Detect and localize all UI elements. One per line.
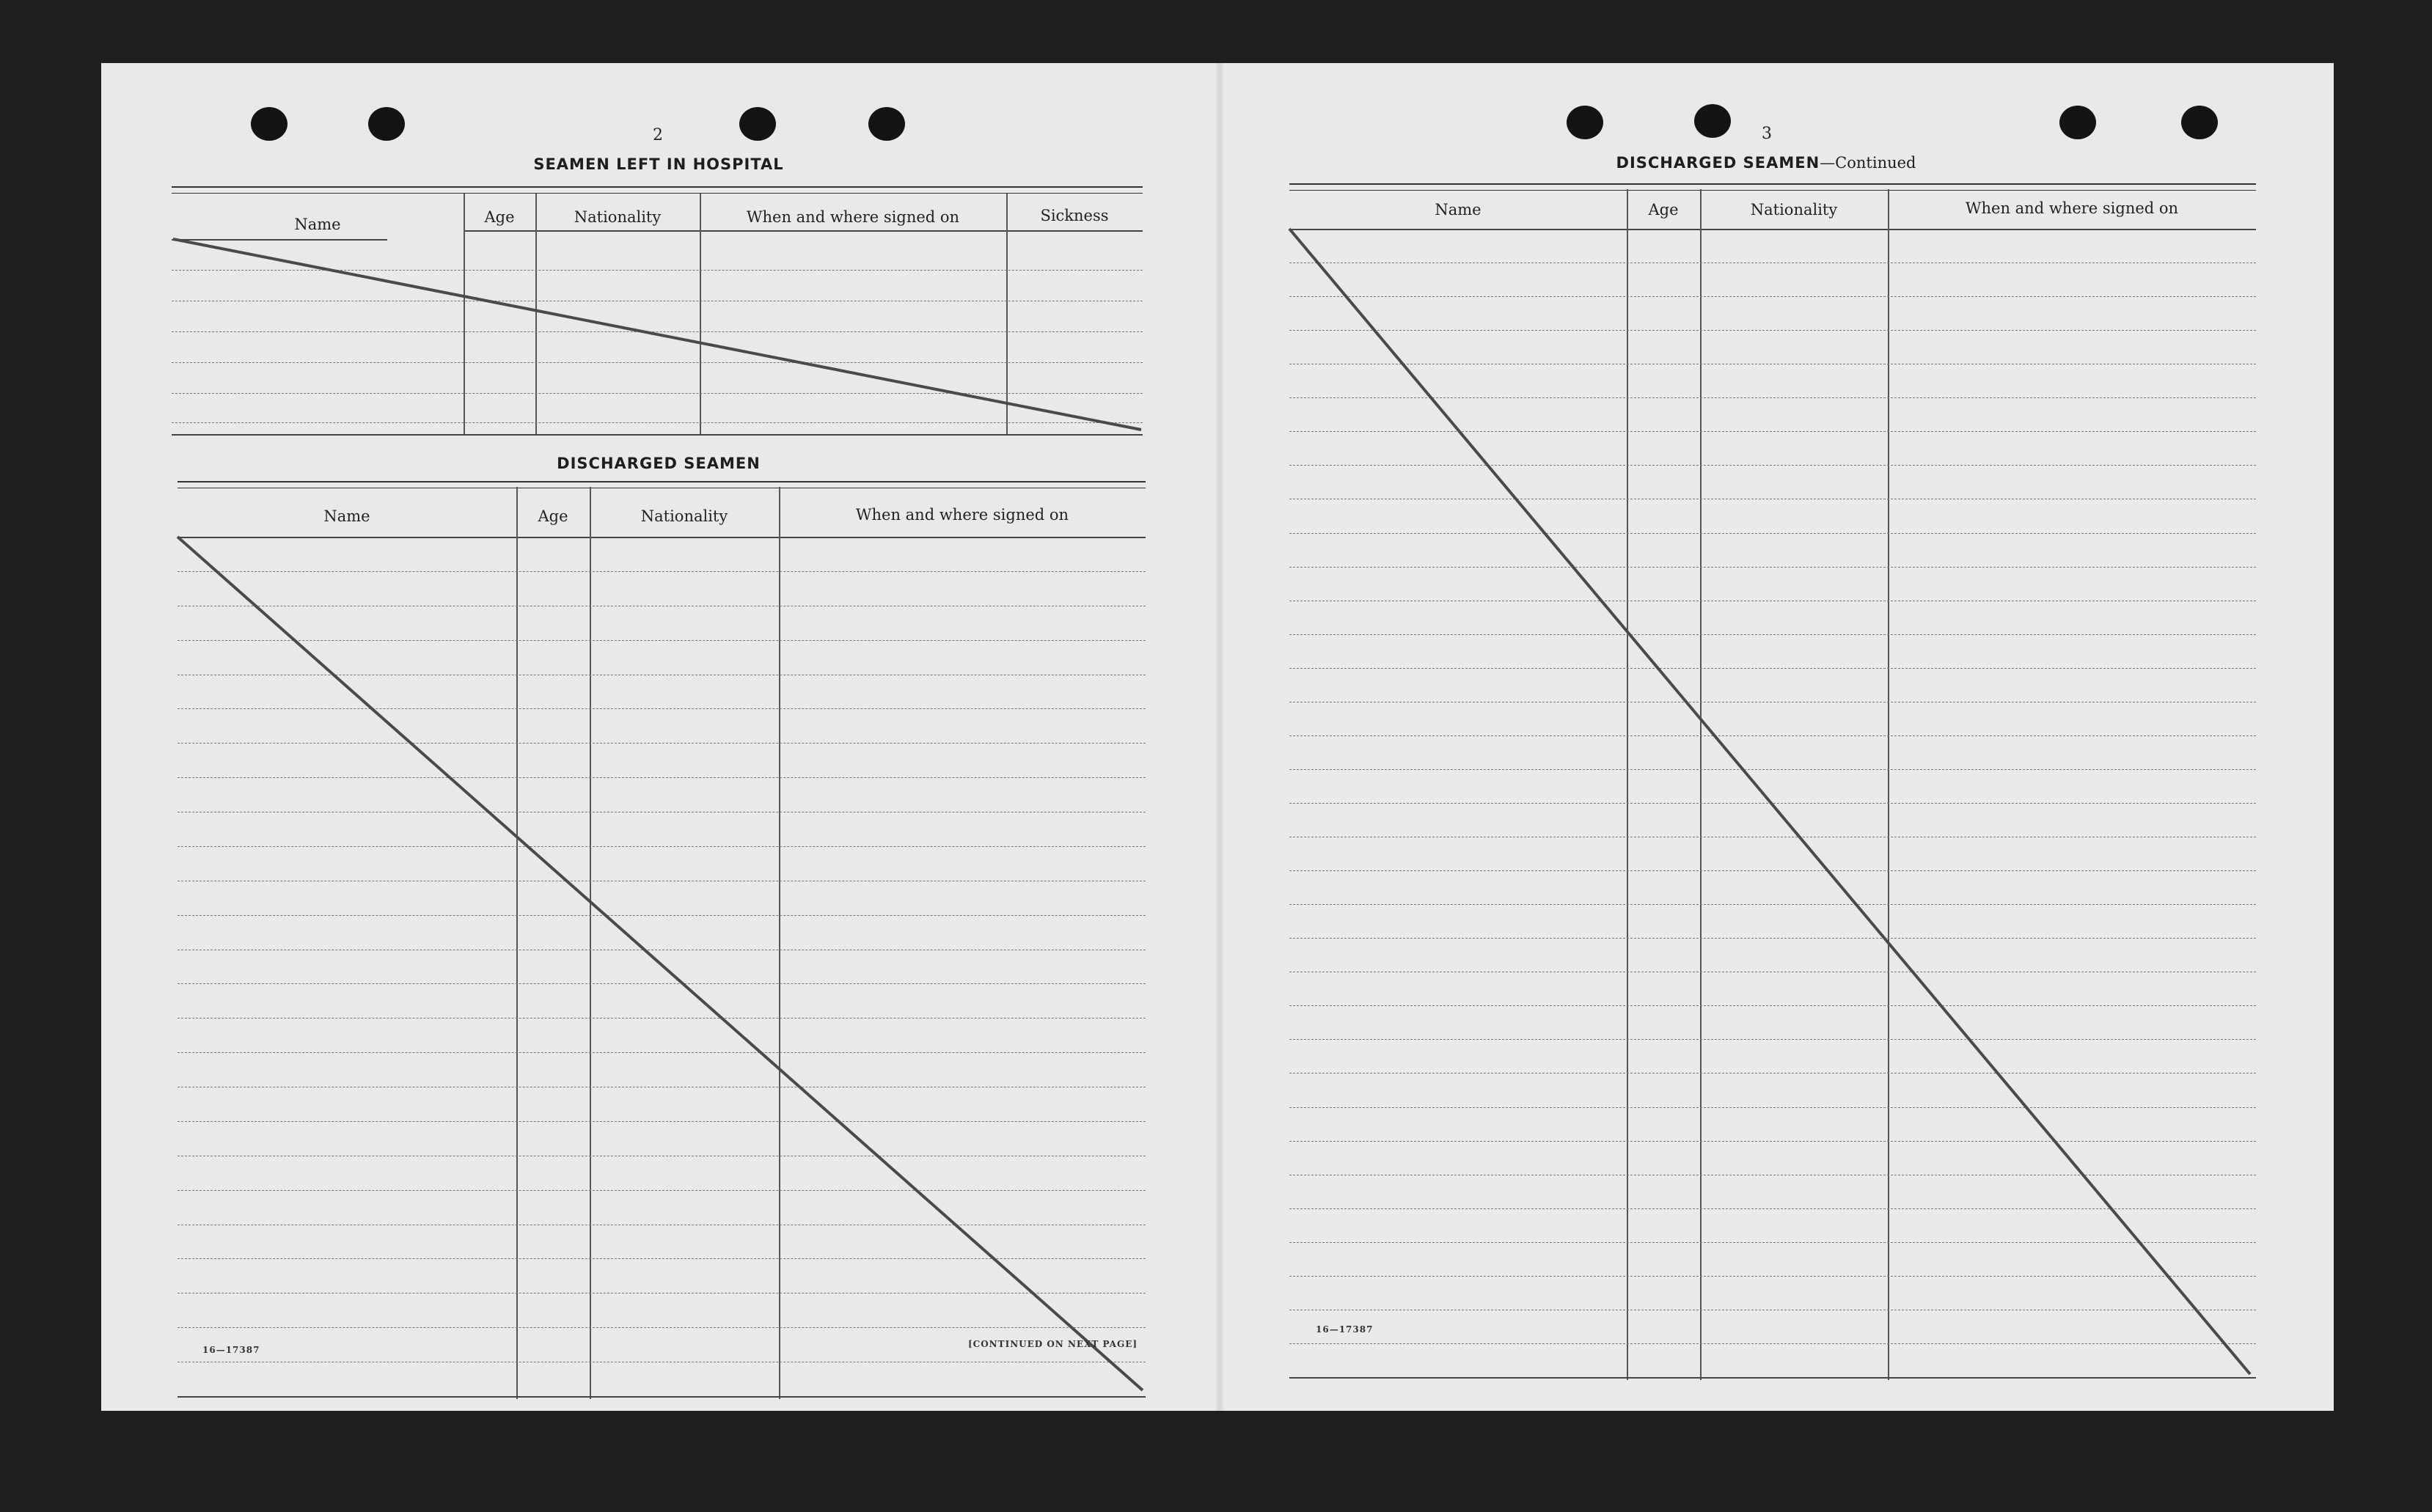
column-header-age: Age bbox=[484, 208, 515, 226]
page-gutter bbox=[1216, 63, 1223, 1411]
page-number-left: 2 bbox=[653, 126, 663, 144]
column-header-name: Name bbox=[1435, 201, 1481, 219]
column-header-signed-on: When and where signed on bbox=[1965, 199, 2179, 217]
discharged-continued-table bbox=[1289, 183, 2256, 1380]
strike-through-line bbox=[172, 186, 1143, 436]
column-header-age: Age bbox=[1648, 201, 1679, 219]
punch-hole bbox=[1567, 106, 1603, 139]
column-header-name: Name bbox=[294, 216, 341, 233]
page-number-right: 3 bbox=[1762, 125, 1772, 143]
column-header-signed-on: When and where signed on bbox=[855, 506, 1069, 524]
strike-through-line bbox=[1289, 183, 2256, 1380]
continued-suffix: —Continued bbox=[1820, 154, 1916, 172]
column-header-nationality: Nationality bbox=[1750, 201, 1838, 219]
column-header-nationality: Nationality bbox=[640, 507, 728, 525]
punch-hole bbox=[2181, 106, 2218, 139]
strike-through-line bbox=[177, 481, 1146, 1399]
hospital-table bbox=[172, 186, 1143, 436]
punch-hole bbox=[251, 107, 287, 141]
form-number-right: 16—17387 bbox=[1316, 1324, 1374, 1335]
column-header-name: Name bbox=[323, 507, 370, 525]
column-header-age: Age bbox=[538, 507, 568, 525]
punch-hole bbox=[739, 107, 776, 141]
discharged-continued-title bbox=[1495, 154, 2037, 172]
form-number-left: 16—17387 bbox=[202, 1345, 260, 1355]
discharged-table bbox=[177, 481, 1146, 1399]
continued-note: [CONTINUED ON NEXT PAGE] bbox=[968, 1339, 1138, 1349]
column-header-nationality: Nationality bbox=[574, 208, 662, 226]
column-header-signed-on: When and where signed on bbox=[746, 208, 960, 226]
column-header-sickness: Sickness bbox=[1040, 207, 1109, 224]
discharged-continued-title-text: DISCHARGED SEAMEN bbox=[1616, 154, 1820, 172]
punch-hole bbox=[1694, 104, 1731, 138]
hospital-section-title: SEAMEN LEFT IN HOSPITAL bbox=[533, 155, 784, 173]
ledger-spread bbox=[101, 63, 2334, 1411]
punch-hole bbox=[2059, 106, 2096, 139]
punch-hole bbox=[368, 107, 405, 141]
punch-hole bbox=[868, 107, 905, 141]
discharged-section-title: DISCHARGED SEAMEN bbox=[557, 455, 761, 472]
